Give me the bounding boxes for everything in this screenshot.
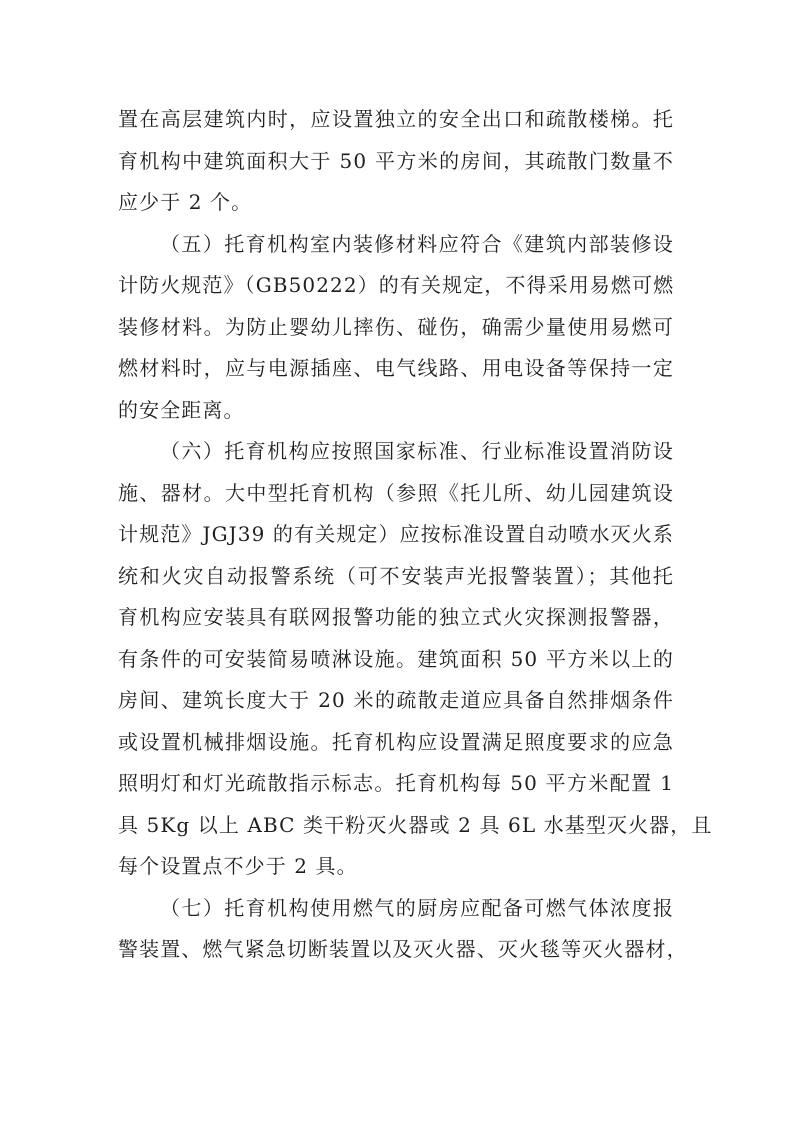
paragraph-item-5 [118, 224, 674, 432]
paragraph-item-7 [118, 888, 688, 971]
paragraph-continuation [118, 99, 674, 224]
text-line: 有条件的可安装简易喷淋设施。建筑面积 50 平方米以上的 [118, 646, 674, 671]
text-line: 统和火灾自动报警系统（可不安装声光报警装置）；其他托 [118, 563, 674, 588]
text-line: 育机构应安装具有联网报警功能的独立式火灾探测报警器， [118, 605, 674, 629]
text-line: 的安全距离。 [118, 397, 245, 422]
text-line: 计规范》JGJ39 的有关规定）应按标准设置自动喷水灭火系 [118, 522, 674, 546]
text-line: 警装置、燃气紧急切断装置以及灭火器、灭火毯等灭火器材， [118, 937, 688, 961]
text-line: 计防火规范》（GB50222）的有关规定，不得采用易燃可燃 [118, 273, 675, 297]
text-line: 照明灯和灯光疏散指示标志。托育机构每 50 平方米配置 1 [118, 771, 674, 795]
text-line: （七）托育机构使用燃气的厨房应配备可燃气体浓度报 [160, 895, 674, 920]
text-line: （六）托育机构应按照国家标准、行业标准设置消防设 [160, 439, 674, 463]
text-line: 燃材料时，应与电源插座、电气线路、用电设备等保持一定 [118, 356, 674, 380]
text-line: 置在高层建筑内时，应设置独立的安全出口和疏散楼梯。托 [118, 107, 674, 131]
text-line: 或设置机械排烟设施。托育机构应设置满足照度要求的应急 [118, 729, 674, 754]
paragraph-item-6 [118, 431, 713, 888]
text-line: 应少于 2 个。 [118, 190, 253, 214]
text-line: 房间、建筑长度大于 20 米的疏散走道应具备自然排烟条件 [118, 688, 674, 712]
text-line: （五）托育机构室内装修材料应符合《建筑内部装修设 [160, 231, 674, 256]
text-line: 装修材料。为防止婴幼儿摔伤、碰伤，确需少量使用易燃可 [118, 314, 674, 339]
text-line: 具 5Kg 以上 ABC 类干粉灭火器或 2 具 6L 水基型灭火器，且 [118, 812, 713, 837]
text-line: 每个设置点不少于 2 具。 [118, 854, 358, 878]
text-line: 育机构中建筑面积大于 50 平方米的房间，其疏散门数量不 [118, 148, 674, 173]
text-line: 施、器材。大中型托育机构（参照《托儿所、幼儿园建筑设 [118, 480, 674, 505]
document-page [118, 99, 713, 971]
